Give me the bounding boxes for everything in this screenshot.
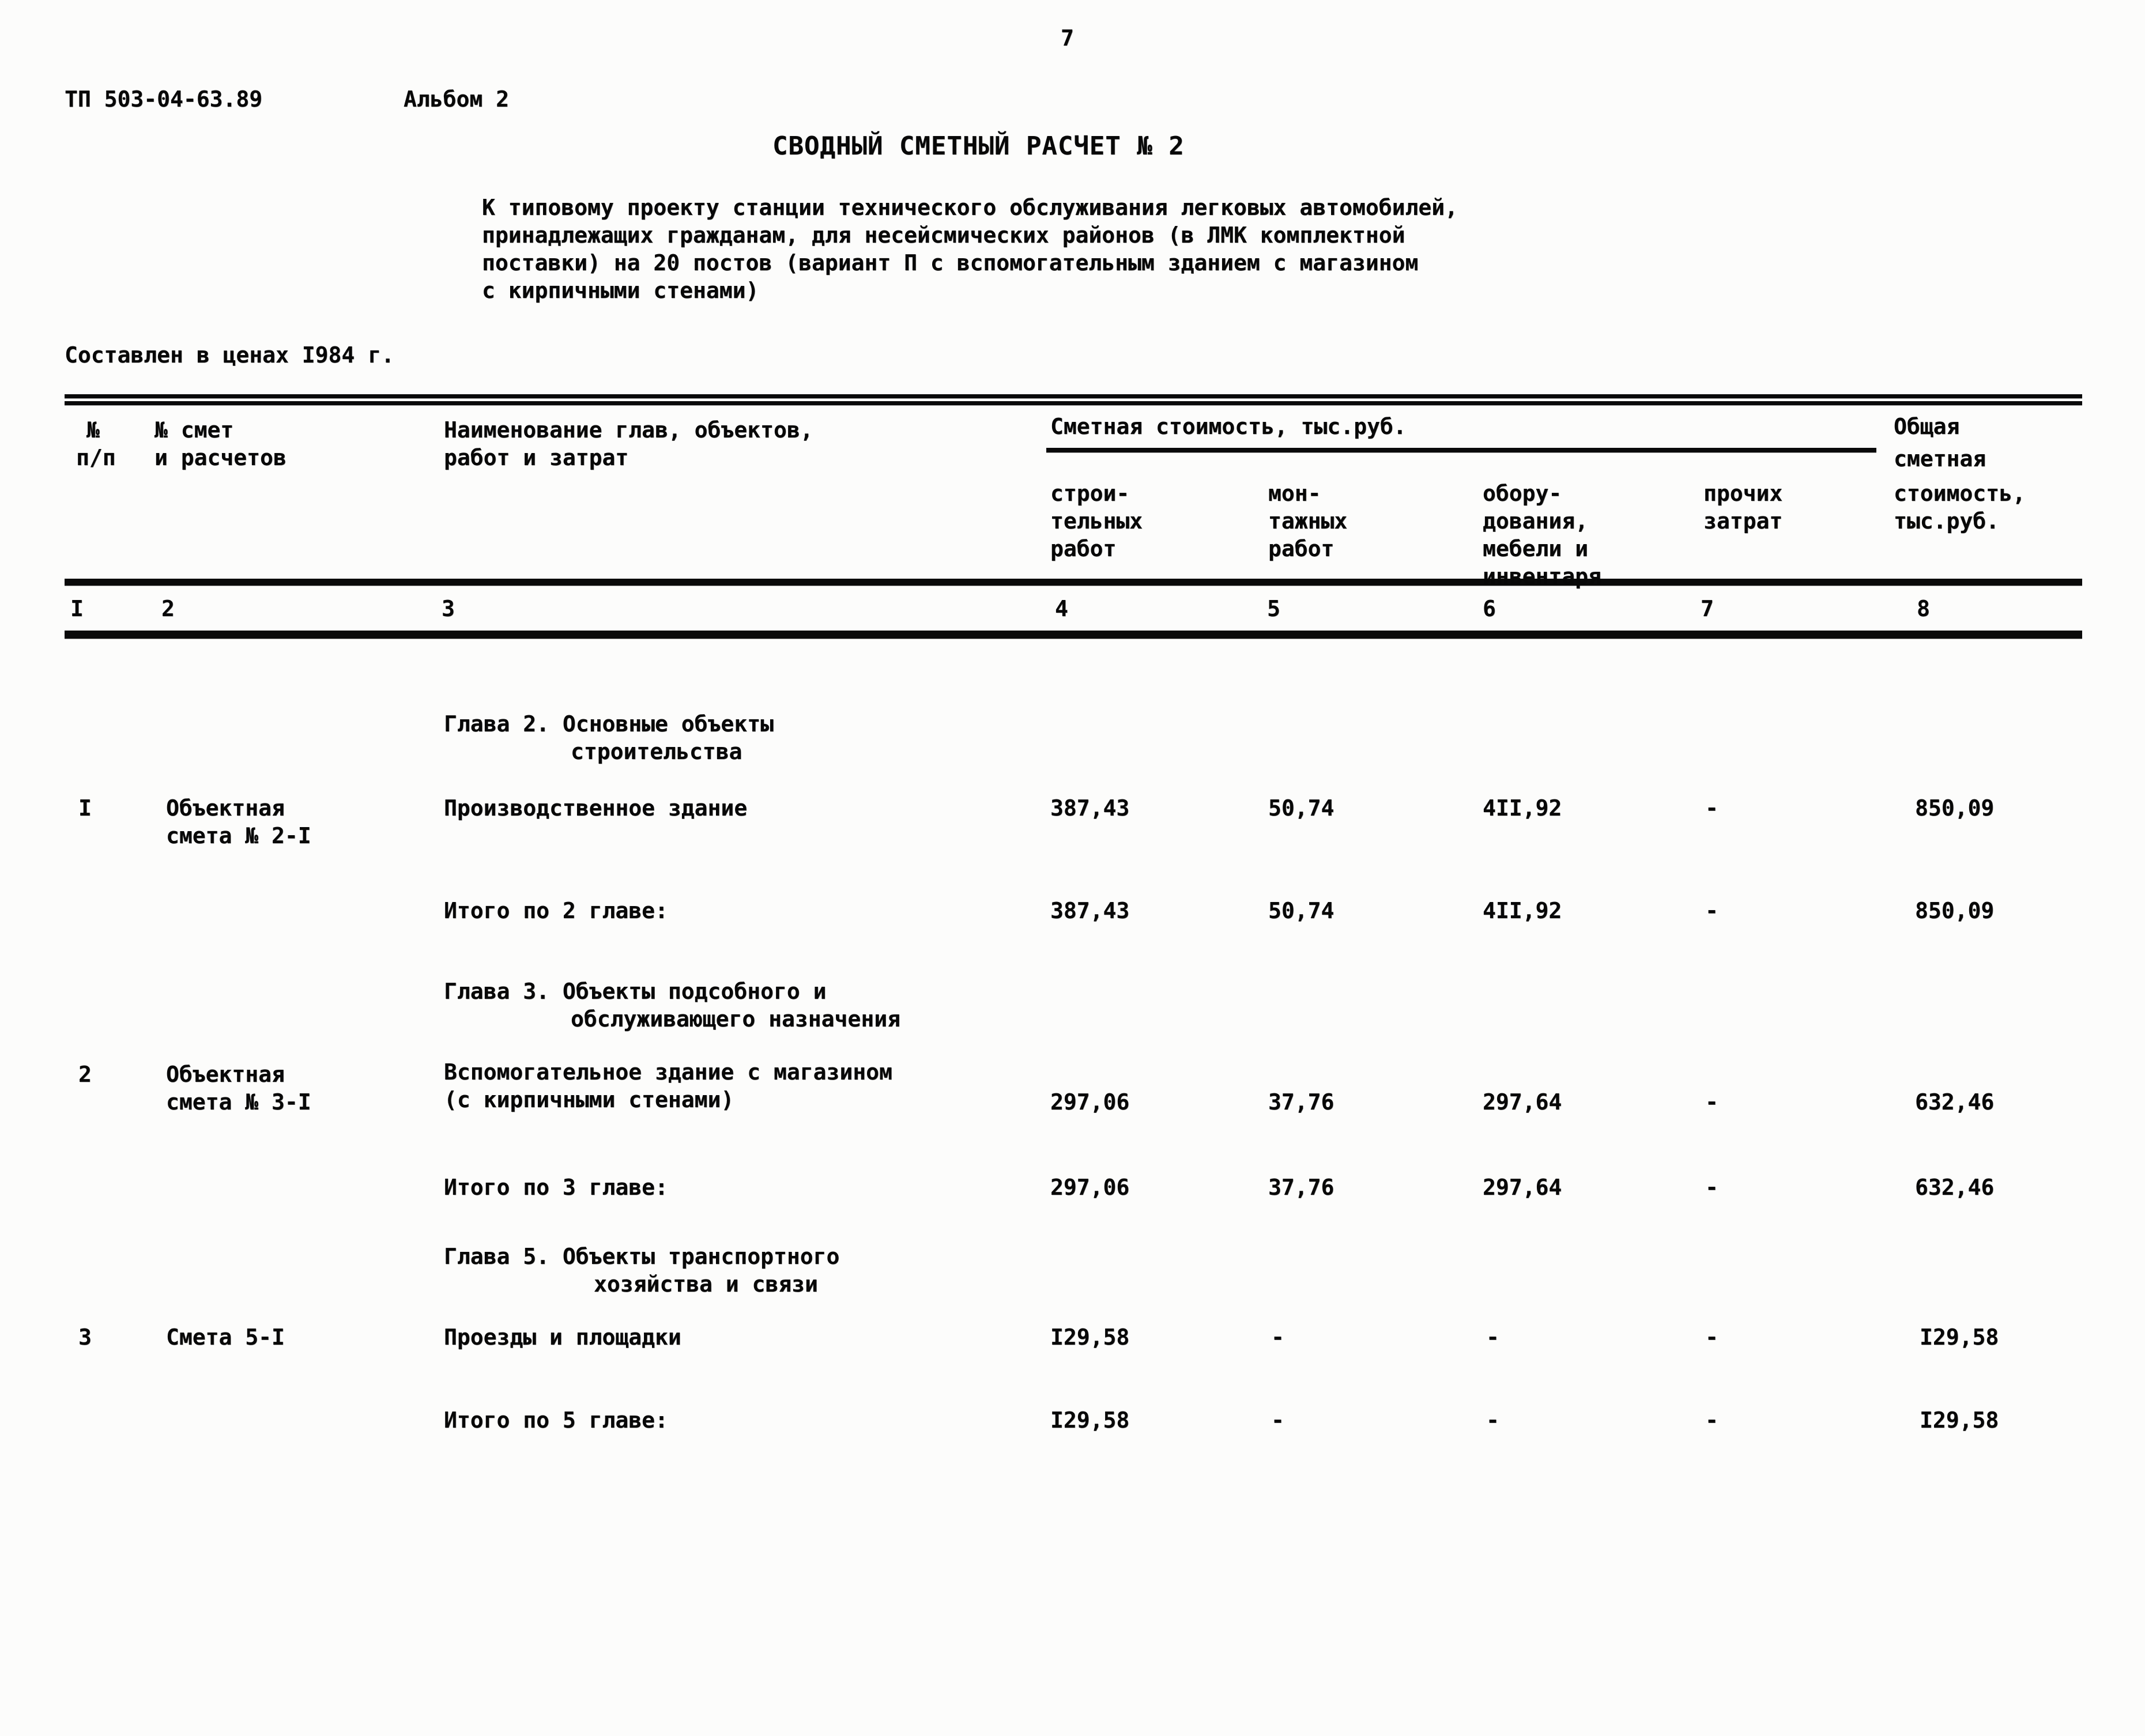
section-heading: обслуживающего назначения — [571, 1006, 900, 1032]
row-name: Производственное здание — [444, 795, 748, 821]
col-header-installation: тажных — [1268, 508, 1348, 534]
cost-group-underline — [1046, 448, 1876, 452]
column-number: 3 — [442, 596, 455, 621]
report-subtitle-line: К типовому проекту станции технического обслуживания легковых автомобилей, — [482, 195, 1458, 220]
col-header-construction: тельных — [1050, 508, 1143, 534]
col-header-other: прочих — [1703, 481, 1783, 506]
section-heading: Глава 5. Объекты транспортного — [444, 1244, 840, 1269]
total-label: Итого по 5 главе: — [444, 1407, 668, 1433]
cell-value: - — [1705, 1324, 1718, 1350]
report-subtitle-line: поставки) на 20 постов (вариант П с вспомогательным зданием с магазином — [482, 250, 1419, 276]
col-header-other: затрат — [1703, 508, 1783, 534]
total-label: Итого по 2 главе: — [444, 898, 668, 923]
col-header-name: Наименование глав, объектов, — [444, 417, 813, 443]
row-name: Вспомогательное здание с магазином — [444, 1059, 892, 1085]
section-heading: строительства — [571, 739, 742, 764]
row-estimate: Объектная — [166, 795, 285, 821]
col-header-equipment: инвентаря — [1483, 564, 1601, 589]
cell-value: 850,09 — [1915, 898, 1995, 923]
cell-value: 850,09 — [1915, 795, 1995, 821]
cell-value: - — [1705, 795, 1718, 821]
col-header-equipment: обору- — [1483, 481, 1562, 506]
column-number: 7 — [1701, 596, 1714, 621]
col-header-num: п/п — [76, 445, 116, 470]
row-name: (с кирпичными стенами) — [444, 1087, 734, 1112]
cell-value: 4II,92 — [1483, 795, 1562, 821]
report-title: СВОДНЫЙ СМЕТНЫЙ РАСЧЕТ № 2 — [772, 131, 1185, 161]
cell-value: 387,43 — [1050, 898, 1130, 923]
column-number: 2 — [161, 596, 175, 621]
row-estimate: Смета 5-I — [166, 1324, 285, 1350]
row-estimate: смета № 2-I — [166, 823, 311, 848]
col-header-total: Общая — [1894, 414, 1960, 439]
row-name: Проезды и площадки — [444, 1324, 681, 1350]
cell-value: - — [1271, 1324, 1284, 1350]
cell-value: - — [1486, 1407, 1499, 1433]
cell-value: 387,43 — [1050, 795, 1130, 821]
cell-value: 297,64 — [1483, 1089, 1562, 1115]
col-header-name: работ и затрат — [444, 445, 629, 470]
column-number: 5 — [1267, 596, 1280, 621]
cell-value: - — [1271, 1407, 1284, 1433]
column-number: 4 — [1055, 596, 1068, 621]
doc-code: ТП 503-04-63.89 — [65, 86, 263, 112]
cell-value: - — [1705, 1089, 1718, 1115]
prices-note: Составлен в ценах I984 г. — [65, 342, 394, 368]
section-heading: Глава 2. Основные объекты — [444, 711, 774, 737]
header-bottom-rule — [65, 579, 2082, 586]
col-header-equipment: мебели и — [1483, 536, 1589, 561]
row-estimate: смета № 3-I — [166, 1089, 311, 1115]
total-label: Итого по 3 главе: — [444, 1175, 668, 1200]
cell-value: 4II,92 — [1483, 898, 1562, 923]
cell-value: 297,06 — [1050, 1089, 1130, 1115]
col-header-installation: работ — [1268, 536, 1335, 561]
cell-value: - — [1486, 1324, 1499, 1350]
page-number: 7 — [1061, 25, 1074, 51]
column-number: 6 — [1483, 596, 1496, 621]
col-header-installation: мон- — [1268, 481, 1321, 506]
album-label: Альбом 2 — [404, 86, 510, 112]
report-subtitle-line: с кирпичными стенами) — [482, 278, 759, 303]
cell-value: 297,06 — [1050, 1175, 1130, 1200]
row-num: 2 — [78, 1062, 92, 1087]
column-number: I — [70, 596, 84, 621]
colnum-bottom-rule — [65, 631, 2082, 639]
table-top-rule-2 — [65, 401, 2082, 405]
cell-value: 50,74 — [1268, 795, 1335, 821]
col-header-construction: строи- — [1050, 481, 1130, 506]
cell-value: 37,76 — [1268, 1175, 1335, 1200]
col-header-estimate: и расчетов — [154, 445, 286, 470]
report-subtitle-line: принадлежащих гражданам, для несейсмических районов (в ЛМК комплектной — [482, 222, 1405, 248]
cell-value: - — [1705, 1407, 1718, 1433]
cell-value: 632,46 — [1915, 1175, 1995, 1200]
cell-value: 37,76 — [1268, 1089, 1335, 1115]
row-num: I — [78, 795, 92, 821]
col-header-total: стоимость, — [1894, 481, 2026, 506]
row-estimate: Объектная — [166, 1062, 285, 1087]
col-header-num: № — [86, 417, 100, 443]
section-heading: хозяйства и связи — [594, 1271, 818, 1297]
col-header-construction: работ — [1050, 536, 1117, 561]
section-heading: Глава 3. Объекты подсобного и — [444, 979, 827, 1004]
cell-value: I29,58 — [1920, 1324, 1999, 1350]
col-header-estimate: № смет — [154, 417, 234, 443]
cell-value: I29,58 — [1920, 1407, 1999, 1433]
row-num: 3 — [78, 1324, 92, 1350]
cell-value: I29,58 — [1050, 1324, 1130, 1350]
column-number: 8 — [1917, 596, 1930, 621]
cell-value: 50,74 — [1268, 898, 1335, 923]
cell-value: 632,46 — [1915, 1089, 1995, 1115]
col-header-cost-group: Сметная стоимость, тыс.руб. — [1050, 414, 1407, 439]
cell-value: - — [1705, 1175, 1718, 1200]
table-top-rule — [65, 394, 2082, 398]
col-header-equipment: дования, — [1483, 508, 1589, 534]
cell-value: I29,58 — [1050, 1407, 1130, 1433]
col-header-total: тыс.руб. — [1894, 508, 2000, 534]
cell-value: - — [1705, 898, 1718, 923]
col-header-total: сметная — [1894, 446, 1986, 471]
cell-value: 297,64 — [1483, 1175, 1562, 1200]
